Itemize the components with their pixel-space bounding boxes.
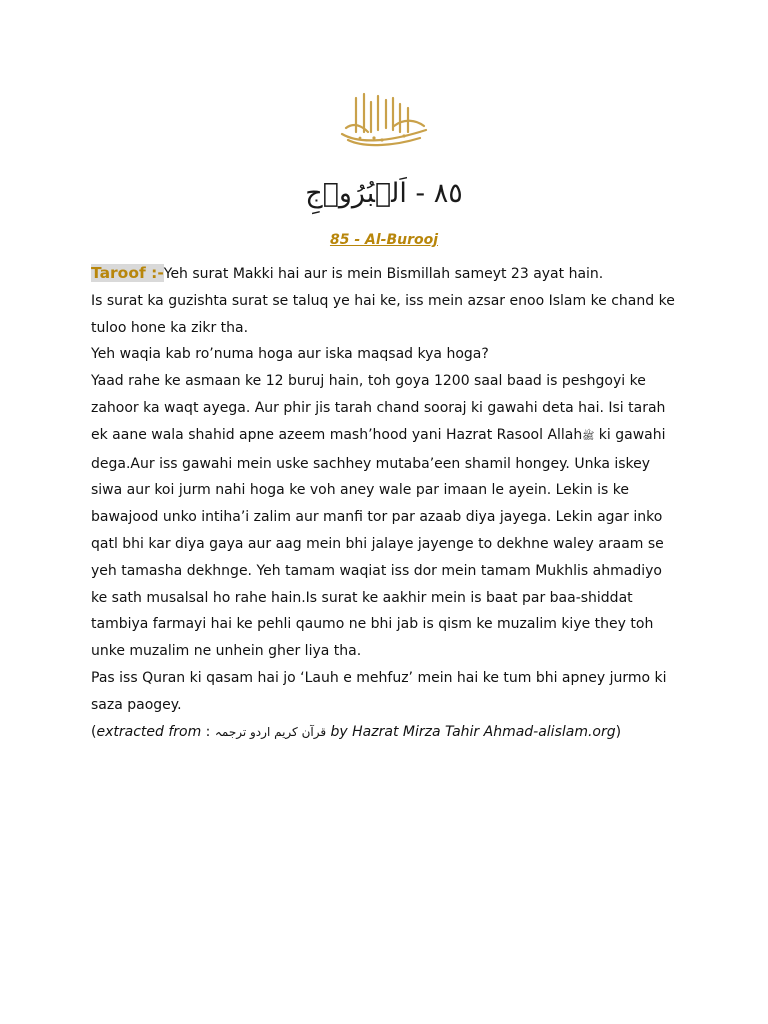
document-body bbox=[91, 260, 681, 745]
source-open-paren: ( bbox=[91, 723, 97, 740]
taroof-paragraph bbox=[91, 260, 681, 288]
taroof-label: Taroof :- bbox=[91, 264, 164, 282]
bismillah-calligraphy-icon bbox=[334, 88, 434, 150]
source-arabic-title: قرآن کریم اردو ترجمہ bbox=[214, 724, 327, 739]
main-text-end: ki gawahi dega.Aur iss gawahi mein uske sachhey mutaba’een shamil hongey. Unka iskey siwa aur koi jurm nahi hoga ke voh aney wale par imaan le ayein. Lekin is ke bawajood unko intiha’i zalim aur manfi tor par azaab diya jayega. Lekin agar inko qatl bhi kar diya gaya aur aag mein bhi jalaye jayenge to dekhne waley araam se yeh tamasha dekhnge. Yeh tamam waqiat iss dor mein tamam Mukhlis ahmadiyo ke sath musalsal ho rahe hain.Is surat ke aakhir mein is baat par baa-shiddat tambiya farmayi hai ke pehli qaumo ne bhi jab is qism ke muzalim kiye they toh unke muzalim ne unhein gher liya tha. bbox=[91, 426, 666, 660]
source-close-paren: ) bbox=[615, 723, 622, 740]
source-colon: : bbox=[201, 723, 215, 740]
paragraph-relation: Is surat ka guzishta surat se taluq ye hai ke, iss mein azsar enoo Islam ke chand ke tuloo hone ka zikr tha. bbox=[91, 292, 675, 336]
surah-title: 85 - Al-Burooj bbox=[329, 232, 439, 248]
paragraph-question: Yeh waqia kab ro’numa hoga aur iska maqsad kya hoga? bbox=[91, 346, 489, 363]
main-text-start: Yaad rahe ke asmaan ke 12 buruj hain, toh goya 1200 saal baad is peshgoyi ke zahoor ka waqt ayega. Aur phir jis tarah chand sooraj ki gawahi deta hai. Isi tarah ek aane wala shahid apne azeem mash’hood yani Hazrat Rasool Allah bbox=[91, 373, 666, 443]
source-citation bbox=[91, 719, 681, 746]
source-by-text: by Hazrat Mirza Tahir Ahmad-alislam.org bbox=[326, 723, 616, 740]
honorific-symbol: ﷺ bbox=[582, 430, 595, 442]
paragraph-main bbox=[91, 368, 681, 665]
surah-arabic-title: ٨٥ - اَلۡبُرُوۡجِ bbox=[305, 178, 463, 209]
paragraph-closing: Pas iss Quran ki qasam hai jo ‘Lauh e mehfuz’ mein hai ke tum bhi apney jurmo ki saza paogey. bbox=[91, 669, 667, 713]
source-extracted-label: extracted from bbox=[96, 723, 202, 740]
taroof-text: Yeh surat Makki hai aur is mein Bismillah sameyt 23 ayat hain. bbox=[163, 266, 604, 282]
